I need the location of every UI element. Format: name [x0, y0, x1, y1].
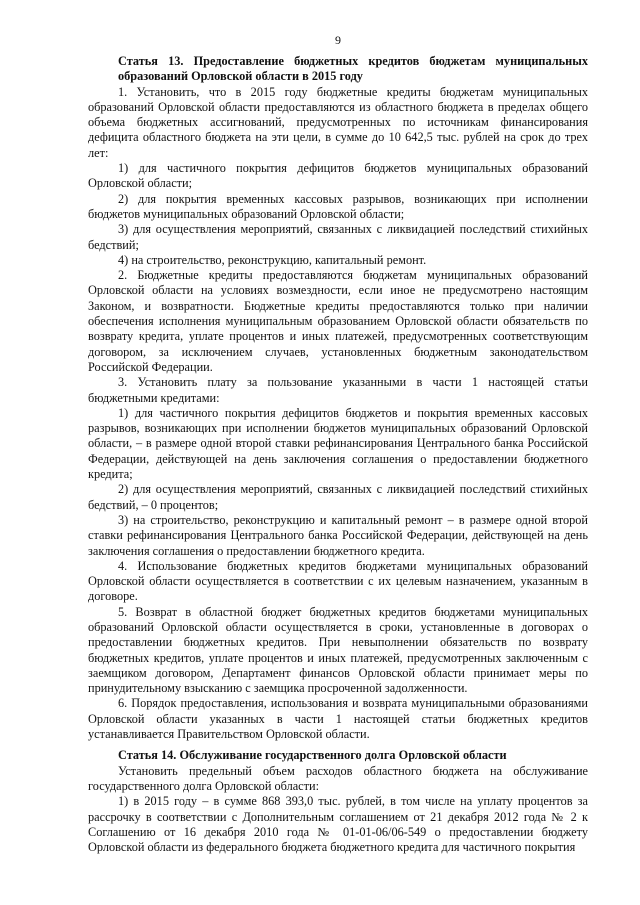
article-13-title: Статья 13. Предоставление бюджетных кредитов бюджетам муниципальных образований Орловской области в 2015 году: [118, 54, 588, 84]
paragraph: 2) для осуществления мероприятий, связанных с ликвидацией последствий стихийных бедствий, – 0 процентов;: [88, 482, 588, 512]
paragraph: Установить предельный объем расходов областного бюджета на обслуживание государственного долга Орловской области:: [88, 763, 588, 793]
article-14: [88, 748, 588, 855]
paragraph: 6. Порядок предоставления, использования и возврата муниципальными образованиями Орловской области указанных в части 1 настоящей статьи бюджетных кредитов устанавливается Правительством Орловской области.: [88, 696, 588, 742]
paragraph: 3. Установить плату за пользование указанными в части 1 настоящей статьи бюджетными кредитами:: [88, 375, 588, 405]
paragraph: 1) в 2015 году – в сумме 868 393,0 тыс. рублей, в том числе на уплату процентов за рассрочку в соответствии с Дополнительным соглашением от 21 декабря 2012 года № 2 к Соглашению от 16 декабря 2010 года № 01-01-06/06-549 о предоставлении бюджету Орловской области из федерального бюджета бюджетного кредита для частичного покрытия: [88, 794, 588, 855]
paragraph: 4. Использование бюджетных кредитов бюджетами муниципальных образований Орловской области осуществляется в соответствии с их целевым назначением, указанным в договоре.: [88, 558, 588, 604]
paragraph: 2) для покрытия временных кассовых разрывов, возникающих при исполнении бюджетов муниципальных образований Орловской области;: [88, 191, 588, 221]
paragraph: 1) для частичного покрытия дефицитов бюджетов и покрытия временных кассовых разрывов, возникающих при исполнении бюджетов муниципальных образований Орловской области, – в размере одной второй ставки рефинансирования Центрального банка Российской Федерации, действующей на день заключения соглашения о предоставлении бюджетного кредита;: [88, 405, 588, 482]
document-page: [88, 0, 588, 855]
paragraph: 3) на строительство, реконструкцию и капитальный ремонт – в размере одной второй ставки рефинансирования Центрального банка Российской Федерации, действующей на день заключения соглашения о предоставлении бюджетного кредита.: [88, 512, 588, 558]
paragraph: 3) для осуществления мероприятий, связанных с ликвидацией последствий стихийных бедствий;: [88, 222, 588, 252]
paragraph: 2. Бюджетные кредиты предоставляются бюджетам муниципальных образований Орловской области на условиях возмездности, если иное не предусмотрено настоящим Законом, и возвратности. Бюджетные кредиты предоставляются только при наличии обеспечения исполнения муниципальным образованием Орловской области обязательств по возврату кредита, уплате процентов и иных платежей, предусмотренных соответствующим договором, за исключением случаев, установленных бюджетным законодательством Российской Федерации.: [88, 268, 588, 374]
paragraph: 1) для частичного покрытия дефицитов бюджетов муниципальных образований Орловской области;: [88, 161, 588, 191]
article-14-title: Статья 14. Обслуживание государственного долга Орловской области: [118, 748, 507, 763]
page-number: 9: [335, 33, 341, 47]
paragraph: 1. Установить, что в 2015 году бюджетные кредиты бюджетам муниципальных образований Орловской области предоставляются из областного бюджета в пределах общего объема бюджетных ассигнований, предусмотренных по источникам финансирования дефицита областного бюджета на эти цели, в сумме до 10 642,5 тыс. рублей на срок до трех лет:: [88, 84, 588, 160]
paragraph: 4) на строительство, реконструкцию, капитальный ремонт.: [118, 252, 427, 267]
paragraph: 5. Возврат в областной бюджет бюджетных кредитов бюджетами муниципальных образований Орловской области осуществляется в сроки, установленные в договорах о предоставлении бюджетных кредитов. При невыполнении обязательств по возврату бюджетных кредитов, уплате процентов и иных платежей, предусмотренных заключенным с заемщиком договором, Департамент финансов Орловской области принимает меры по принудительному взысканию с заемщика просроченной задолженности.: [88, 604, 588, 696]
article-13: [88, 54, 588, 742]
